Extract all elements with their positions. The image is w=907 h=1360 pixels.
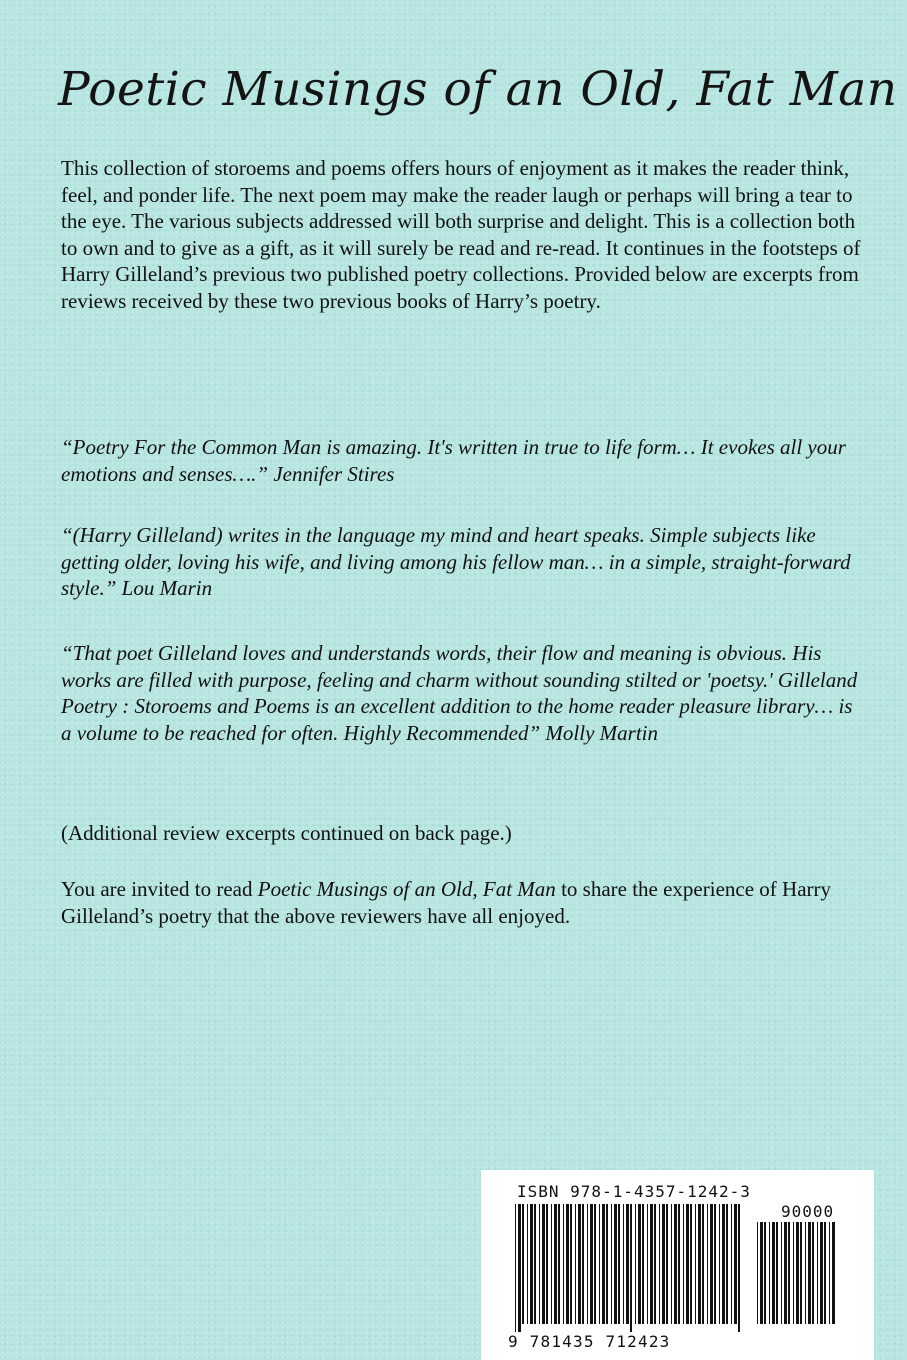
barcode-bar (522, 1204, 524, 1324)
barcode-bar (666, 1204, 668, 1324)
barcode-bar (695, 1204, 696, 1324)
barcode-box (481, 1170, 874, 1360)
barcode-bar (654, 1204, 656, 1324)
barcode-bar (635, 1204, 636, 1324)
barcode-bar (793, 1222, 794, 1324)
barcode-bar (707, 1204, 708, 1324)
barcode-bar (534, 1204, 536, 1324)
barcode-bar (817, 1222, 818, 1324)
review-excerpt-1: “Poetry For the Common Man is amazing. It's written in true to life form… It evokes all your emotions and senses….” Jennifer Stires (61, 435, 846, 486)
barcode-bar (590, 1204, 593, 1324)
barcode-bar (614, 1204, 617, 1324)
barcode-bar (623, 1204, 624, 1324)
barcode-bar (566, 1204, 569, 1324)
barcode-bar (642, 1204, 644, 1324)
isbn-label: ISBN 978-1-4357-1242-3 (517, 1182, 751, 1201)
invite-text-end: to share the experience of Harry Gilleland’s poetry that the above reviewers have all enjoyed. (61, 877, 832, 928)
barcode-bar (690, 1204, 692, 1324)
barcode-bar (829, 1222, 830, 1324)
barcode-bar (647, 1204, 648, 1324)
barcode-bar (719, 1204, 720, 1324)
barcode-bar (578, 1204, 581, 1324)
barcode-bar (551, 1204, 552, 1324)
barcode-bar (575, 1204, 576, 1324)
barcode-bar (772, 1222, 775, 1324)
barcode-bar (784, 1222, 787, 1324)
barcode-bar (824, 1222, 826, 1324)
barcode-bar (659, 1204, 660, 1324)
barcode-bar (678, 1204, 680, 1324)
book-title: Poetic Musings of an Old, Fat Man (58, 62, 898, 117)
barcode-bar (769, 1222, 770, 1324)
review-excerpt-3: “That poet Gilleland loves and understands words, their flow and meaning is obvious. His works are filled with purpose, feeling and charm without sounding stilted or 'poetsy.' Gilleland Poetry : Storoems and Poems is an excellent addition to the home reader pleasure library… is a volume to be reached for often. Highly Recommended” Molly Martin (61, 641, 858, 745)
barcode-bar (554, 1204, 557, 1324)
barcode-bar (710, 1204, 713, 1324)
barcode-bar (698, 1204, 701, 1324)
barcode-bar (599, 1204, 600, 1324)
barcode-bar (820, 1222, 823, 1324)
barcode-bar (812, 1222, 814, 1324)
barcode-bar (796, 1222, 799, 1324)
barcode-bar (582, 1204, 584, 1324)
barcode-bar (702, 1204, 704, 1324)
invite-text-start: You are invited to read (61, 877, 258, 901)
review-excerpt-2: “(Harry Gilleland) writes in the language my mind and heart speaks. Simple subjects like getting older, loving his wife, and living among his fellow man… in a simple, straight-forward style.” Lou Marin (61, 523, 851, 601)
barcode-bar (626, 1204, 629, 1324)
barcode-bar (832, 1222, 835, 1324)
continued-note: (Additional review excerpts continued on back page.) (61, 821, 512, 845)
barcode-bar (800, 1222, 802, 1324)
barcode-bar (530, 1204, 533, 1324)
ean-digits: 9 781435 712423 (508, 1332, 671, 1351)
intro-paragraph: This collection of storoems and poems offers hours of enjoyment as it makes the reader think, feel, and ponder life. The next poem may make the reader laugh or perhaps will bring a tear to the eye. The various subjects addressed will both surprise and delight. This is a collection both to own and to give as a gift, as it will surely be read and re-read. It continues in the footsteps of Harry Gilleland’s previous two published poetry collections. Provided below are excerpts from reviews received by these two previous books of Harry’s poetry. (61, 156, 861, 313)
barcode-bar (542, 1204, 545, 1324)
barcode-bar (671, 1204, 672, 1324)
barcode-bar (781, 1222, 782, 1324)
barcode-bar (546, 1204, 548, 1324)
barcode-bar (518, 1204, 521, 1332)
addon-barcode (757, 1222, 837, 1332)
price-code: 90000 (781, 1202, 835, 1221)
barcode-bar (726, 1204, 728, 1324)
barcode-bar (570, 1204, 572, 1324)
barcode-bar (587, 1204, 588, 1324)
barcode-bar (630, 1204, 632, 1332)
barcode-bar (776, 1222, 778, 1324)
barcode-bar (515, 1204, 516, 1332)
barcode-bar (650, 1204, 653, 1324)
barcode-bar (738, 1204, 740, 1332)
barcode-bar (764, 1222, 766, 1324)
barcode-bar (757, 1222, 758, 1324)
barcode-bar (674, 1204, 677, 1324)
barcode-bar (722, 1204, 725, 1324)
invite-book-title: Poetic Musings of an Old, Fat Man (257, 877, 556, 901)
barcode-bar (563, 1204, 564, 1324)
barcode-bar (805, 1222, 806, 1324)
barcode-bar (618, 1204, 620, 1324)
barcode-bar (611, 1204, 612, 1324)
barcode-bar (527, 1204, 528, 1324)
barcode-bar (594, 1204, 596, 1324)
barcode-bar (558, 1204, 560, 1324)
barcode-bar (731, 1204, 732, 1324)
barcode-bar (760, 1222, 763, 1324)
barcode-bar (686, 1204, 689, 1324)
barcode-bar (683, 1204, 684, 1324)
barcode-bar (539, 1204, 540, 1324)
invitation-paragraph (61, 876, 861, 929)
barcode-bar (638, 1204, 641, 1324)
barcode-bar (808, 1222, 811, 1324)
barcode-bar (714, 1204, 716, 1324)
barcode-bar (602, 1204, 605, 1324)
barcode-bar (734, 1204, 737, 1324)
barcode-bar (788, 1222, 790, 1324)
barcode-bar (606, 1204, 608, 1324)
barcode-bar (662, 1204, 665, 1324)
ean-barcode (515, 1204, 745, 1332)
